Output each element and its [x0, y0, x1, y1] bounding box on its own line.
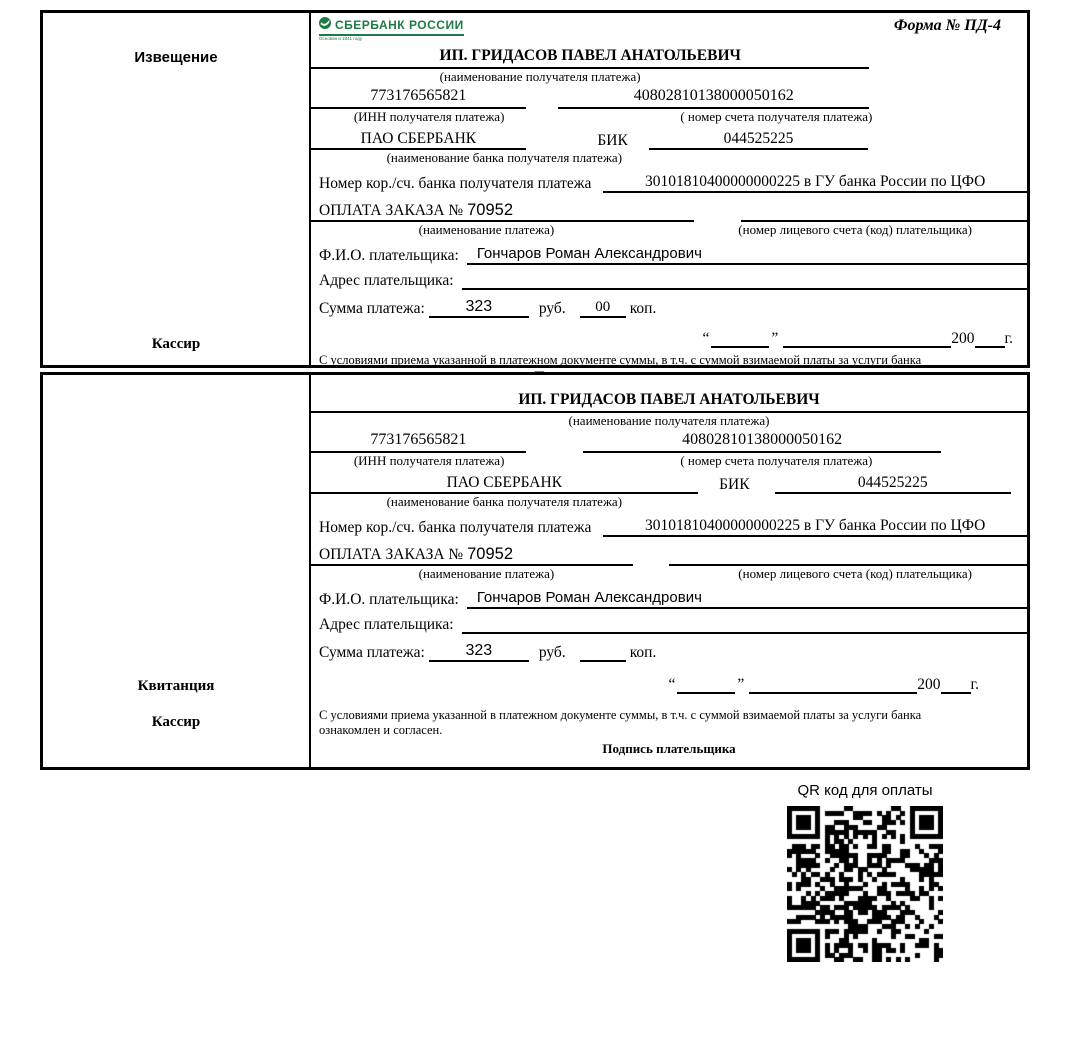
side-column-notice	[43, 13, 311, 365]
agreement-text	[311, 708, 1027, 756]
bank-name-field: ПАО СБЕРБАНК	[311, 130, 526, 150]
bik-field: 044525225	[775, 474, 1011, 494]
open-quote: “	[668, 676, 676, 693]
corr-account-label: Номер кор./сч. банка получателя платежа	[319, 519, 592, 536]
corr-account-label: Номер кор./сч. банка получателя платежа	[319, 175, 592, 192]
caption-inn: (ИНН получателя платежа)	[353, 453, 505, 468]
inn-field: 773176565821	[311, 87, 526, 109]
close-quote: ”	[737, 676, 745, 693]
side-column-receipt	[43, 375, 311, 767]
rub-label: руб.	[538, 300, 566, 317]
year-prefix: 200	[951, 330, 975, 347]
corr-account-field: 30101810400000000225 в ГУ банка России по ЦФО	[603, 517, 1027, 537]
year-suffix: г.	[970, 676, 979, 693]
payer-name-label: Ф.И.О. плательщика:	[319, 591, 459, 608]
payer-address-field	[462, 268, 1027, 290]
open-quote: “	[702, 330, 710, 347]
rub-label: руб.	[538, 644, 566, 661]
payer-address-label: Адрес плательщика:	[319, 616, 454, 633]
caption-bank: (наименование банка получателя платежа)	[386, 150, 623, 165]
sum-label: Сумма платежа:	[319, 644, 425, 661]
recipient-name-field: ИП. ГРИДАСОВ ПАВЕЛ АНАТОЛЬЕВИЧ	[311, 47, 869, 69]
kop-label: коп.	[629, 644, 657, 661]
caption-payment: (наименование платежа)	[418, 566, 555, 581]
date-year-blank	[975, 330, 1005, 348]
date-month-blank	[749, 676, 917, 694]
agreement-line1: С условиями приема указанной в платежном документе суммы, в т.ч. с суммой взимаемой платы за услуги банка	[319, 708, 922, 722]
caption-payer-account: (номер лицевого счета (код) плательщика)	[738, 566, 972, 581]
payer-account-blank-field	[741, 202, 1027, 222]
receipt-label: Квитанция	[137, 678, 215, 694]
agreement-line1: С условиями приема указанной в платежном документе суммы, в т.ч. с суммой взимаемой платы за услуги банка	[319, 353, 922, 367]
sberbank-logo-icon	[319, 17, 331, 33]
caption-payment: (наименование платежа)	[418, 222, 555, 237]
sberbank-logo	[319, 17, 464, 42]
qr-label: QR код для оплаты	[797, 782, 933, 799]
bank-name-field: ПАО СБЕРБАНК	[311, 474, 698, 494]
sum-rub-field: 323	[429, 642, 529, 662]
sum-label: Сумма платежа:	[319, 300, 425, 317]
main-panel-notice	[311, 13, 1027, 365]
bik-field: 044525225	[649, 130, 867, 150]
payer-account-blank-field	[669, 546, 1027, 566]
caption-recipient: (наименование получателя платежа)	[439, 69, 641, 84]
date-day-blank	[677, 676, 735, 694]
caption-bank: (наименование банка получателя платежа)	[386, 494, 623, 509]
bank-logo-tagline: Основан в 1841 году	[319, 36, 363, 41]
payment-purpose-label: ОПЛАТА ЗАКАЗА №	[319, 546, 468, 563]
qr-section	[760, 782, 970, 962]
payment-form-receipt-section	[40, 372, 1030, 770]
date-line	[311, 670, 1027, 694]
account-field: 40802810138000050162	[583, 431, 941, 453]
sum-rub-field: 323	[429, 298, 529, 318]
payment-purpose-field	[311, 545, 633, 566]
agreement-line2: ознакомлен и согласен.	[319, 722, 443, 737]
caption-account: ( номер счета получателя платежа)	[680, 109, 873, 124]
corr-account-field: 30101810400000000225 в ГУ банка России по ЦФО	[603, 173, 1027, 193]
sum-kop-field	[580, 660, 626, 662]
date-month-blank	[783, 330, 951, 348]
payment-form-notice-section	[40, 10, 1030, 368]
logo-row	[311, 13, 1027, 45]
caption-inn: (ИНН получателя платежа)	[353, 109, 505, 124]
payer-address-label: Адрес плательщика:	[319, 272, 454, 289]
caption-payer-account: (номер лицевого счета (код) плательщика)	[738, 222, 972, 237]
date-line	[311, 324, 1027, 348]
kop-label: коп.	[629, 300, 657, 317]
payment-purpose-field	[311, 201, 694, 222]
qr-code	[787, 806, 943, 962]
bik-label: БИК	[719, 476, 750, 493]
recipient-name-field: ИП. ГРИДАСОВ ПАВЕЛ АНАТОЛЬЕВИЧ	[311, 391, 1027, 413]
date-day-blank	[711, 330, 769, 348]
inn-field: 773176565821	[311, 431, 526, 453]
payer-address-field	[462, 612, 1027, 634]
form-number: Форма № ПД-4	[893, 17, 1001, 34]
account-field: 40802810138000050162	[558, 87, 869, 109]
main-panel-receipt	[311, 375, 1027, 767]
cashier-label: Кассир	[151, 714, 201, 730]
order-number: 70952	[467, 201, 513, 219]
date-year-blank	[941, 676, 971, 694]
payer-name-field: Гончаров Роман Александрович	[467, 245, 1027, 265]
payment-purpose-label: ОПЛАТА ЗАКАЗА №	[319, 202, 468, 219]
year-suffix: г.	[1004, 330, 1013, 347]
sum-kop-field: 00	[580, 299, 626, 318]
order-number: 70952	[467, 545, 513, 563]
caption-recipient: (наименование получателя платежа)	[568, 413, 770, 428]
bank-logo-name: СБЕРБАНК РОССИИ	[335, 18, 464, 32]
bik-label: БИК	[597, 132, 628, 149]
cashier-label: Кассир	[151, 336, 201, 352]
year-prefix: 200	[917, 676, 941, 693]
payer-name-field: Гончаров Роман Александрович	[467, 589, 1027, 609]
signature-label: Подпись плательщика	[602, 740, 736, 756]
close-quote: ”	[771, 330, 779, 347]
payer-name-label: Ф.И.О. плательщика:	[319, 247, 459, 264]
notice-label: Извещение	[134, 49, 218, 66]
caption-account: ( номер счета получателя платежа)	[680, 453, 873, 468]
